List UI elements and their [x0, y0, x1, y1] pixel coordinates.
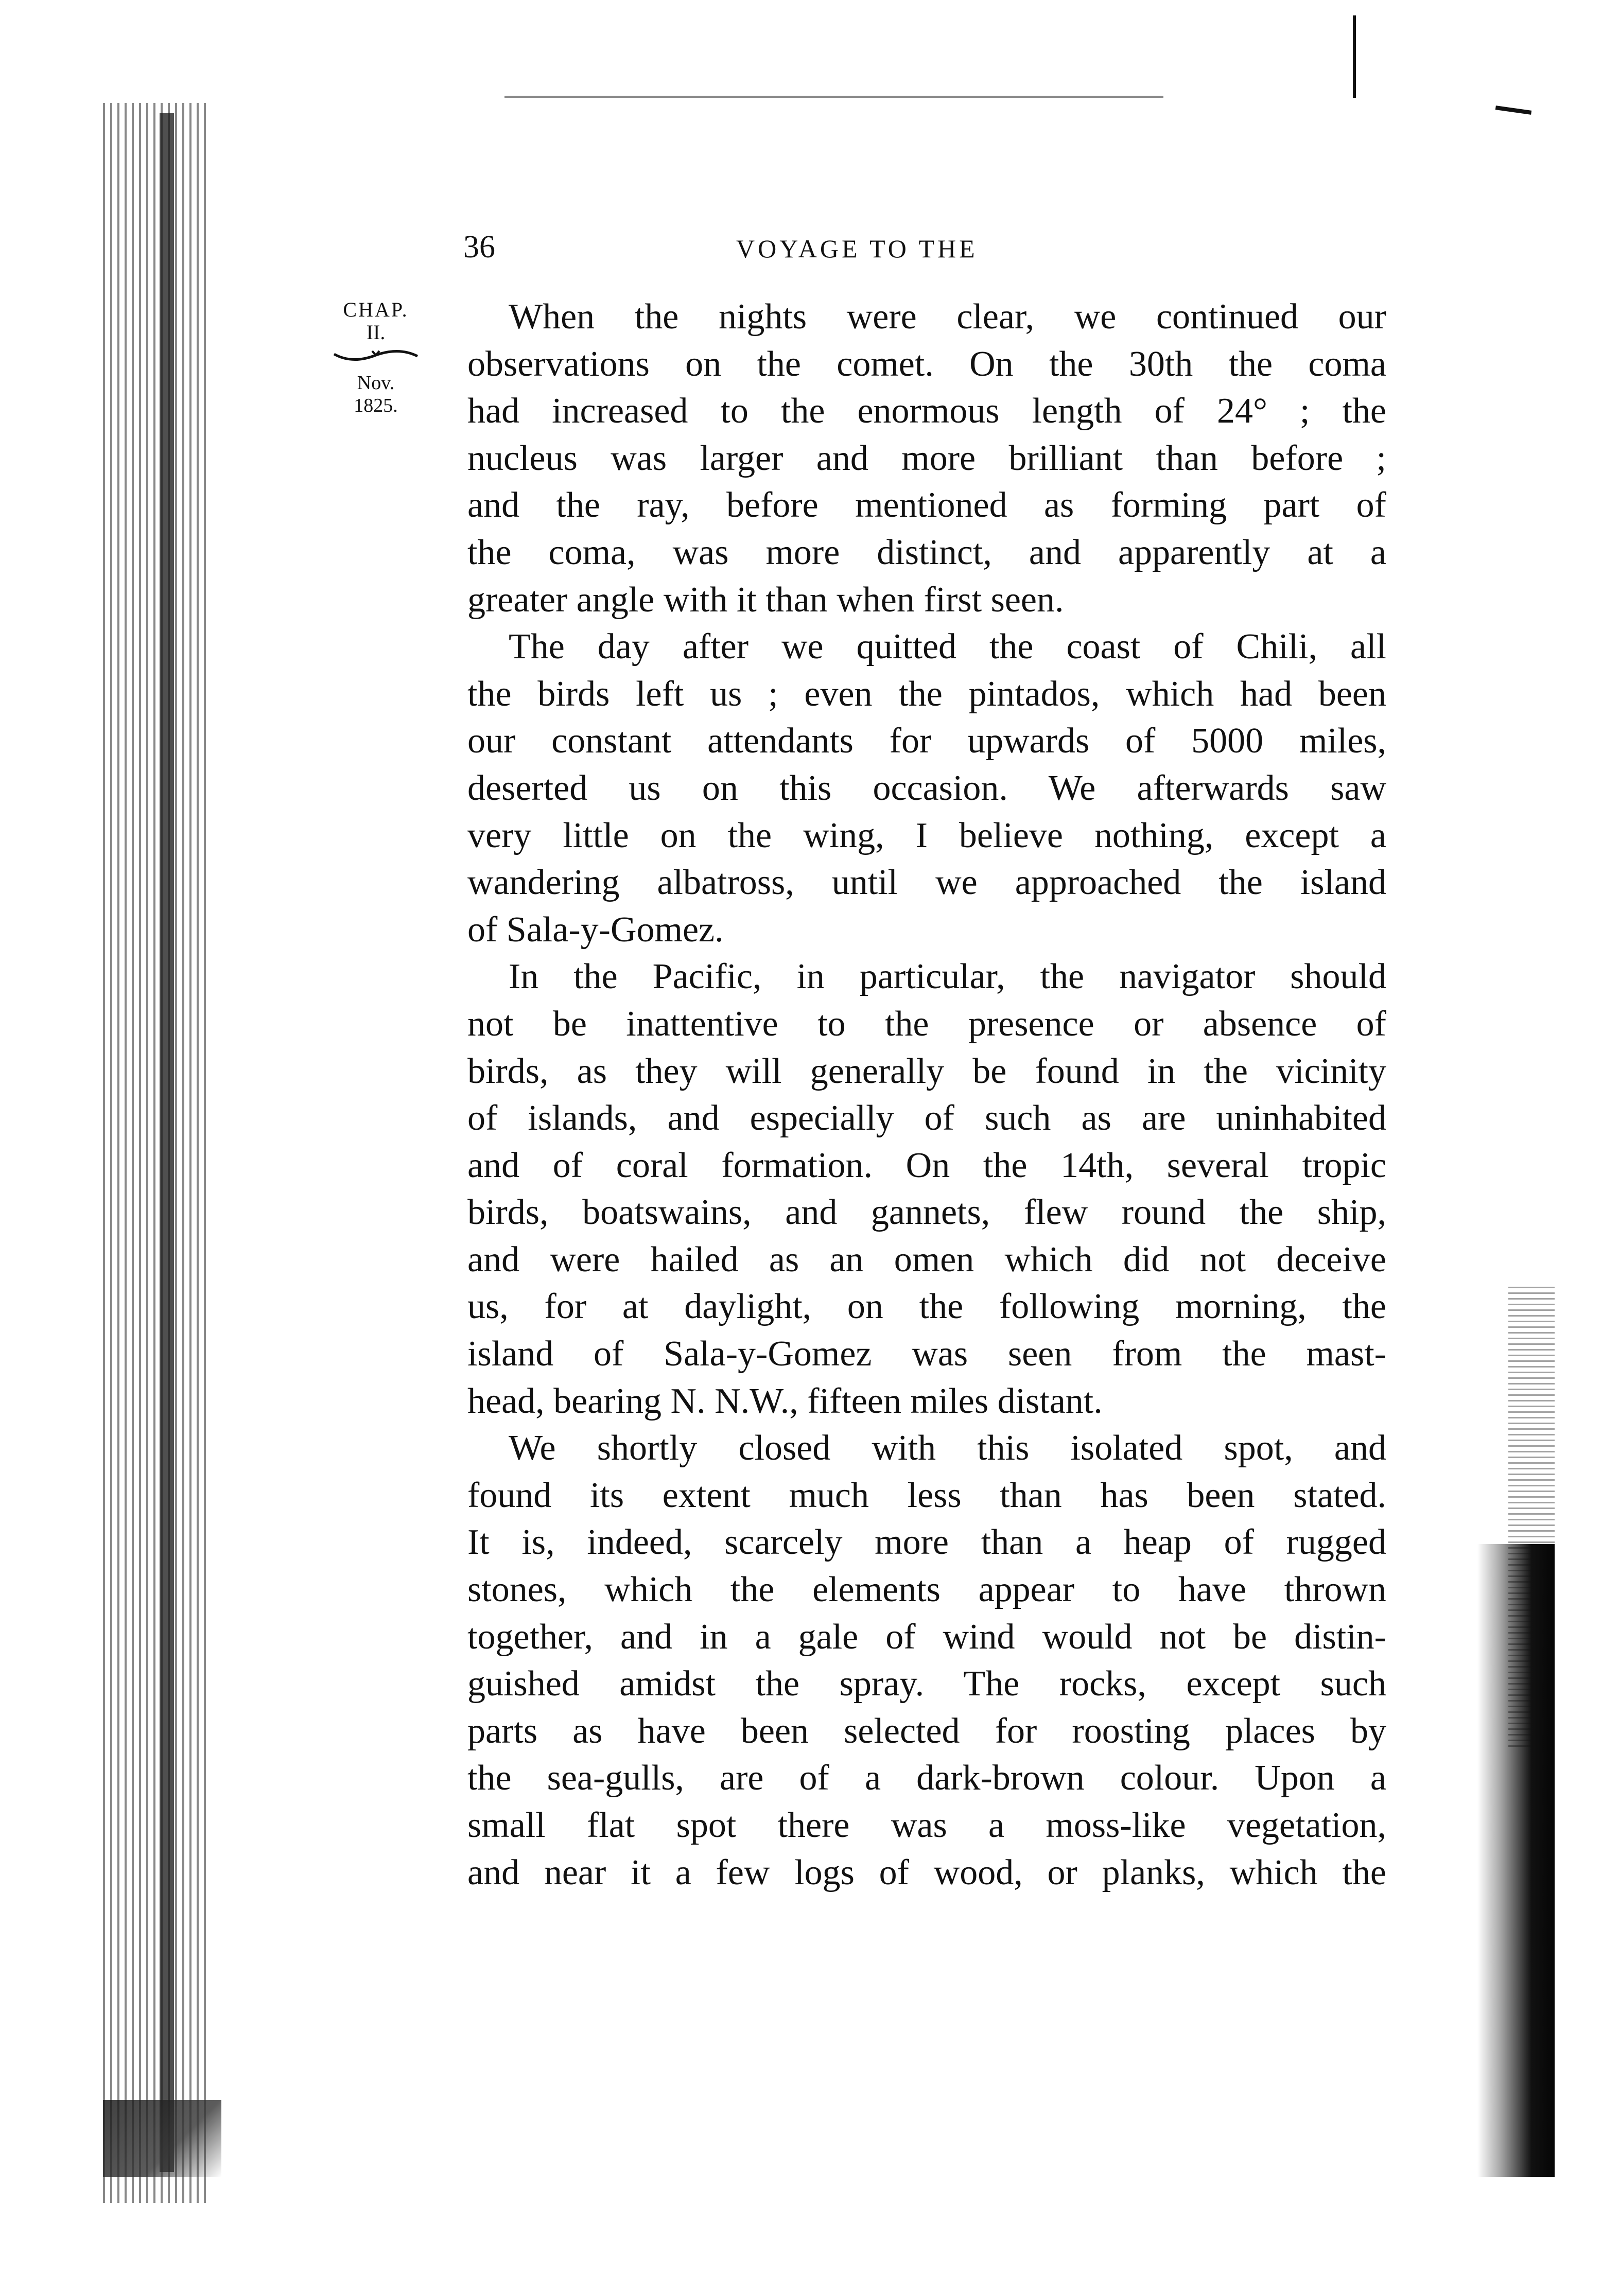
text-line: and the ray, before mentioned as forming part of — [467, 485, 1386, 525]
running-head — [463, 226, 1086, 273]
text-line: guished amidst the spray. The rocks, except such — [467, 1664, 1386, 1704]
text-line: head, bearing N. N.W., fifteen miles distant. — [467, 1381, 1103, 1421]
margin-month: Nov. — [357, 372, 395, 394]
text-line: observations on the comet. On the 30th the coma — [467, 344, 1386, 384]
text-line: of Sala-y-Gomez. — [467, 909, 724, 950]
text-line: our constant attendants for upwards of 5000 miles, — [467, 721, 1386, 761]
scan-top-mark — [1353, 15, 1356, 98]
scan-corner-tick — [1495, 106, 1531, 115]
text-line: greater angle with it than when first seen. — [467, 580, 1064, 620]
text-line: We shortly closed with this isolated spot, and — [509, 1428, 1386, 1468]
text-line: and were hailed as an omen which did not deceive — [467, 1239, 1386, 1280]
running-title: VOYAGE TO THE — [736, 234, 978, 263]
text-line: The day after we quitted the coast of Chili, all — [509, 627, 1386, 667]
text-line: When the nights were clear, we continued our — [509, 297, 1386, 337]
text-line: birds, as they will generally be found in the vicinity — [467, 1051, 1386, 1091]
scan-page-edge-shadow — [1477, 1544, 1555, 2177]
chapter-number: II. — [366, 321, 386, 344]
flourish-ornament — [332, 349, 420, 363]
text-line: had increased to the enormous length of 24° ; the — [467, 391, 1386, 431]
text-line: birds, boatswains, and gannets, flew round the ship, — [467, 1193, 1386, 1233]
margin-note — [319, 299, 432, 417]
text-line: together, and in a gale of wind would not be distin- — [467, 1617, 1386, 1657]
text-line: stones, which the elements appear to have thrown — [467, 1570, 1386, 1610]
text-line: It is, indeed, scarcely more than a heap of rugged — [467, 1522, 1386, 1563]
text-line: the coma, was more distinct, and apparently at a — [467, 532, 1386, 572]
text-line: very little on the wing, I believe nothing, except a — [467, 815, 1386, 855]
text-line: deserted us on this occasion. We afterwards saw — [467, 768, 1386, 808]
body-text — [467, 293, 1386, 1896]
scan-binding-shadow — [103, 103, 211, 2203]
text-line: and near it a few logs of wood, or planks, which the — [467, 1852, 1386, 1892]
margin-year: 1825. — [354, 395, 398, 416]
text-line: the sea-gulls, are of a dark-brown colour. Upon a — [467, 1758, 1386, 1798]
text-line: and of coral formation. On the 14th, several tropic — [467, 1145, 1386, 1185]
text-line: not be inattentive to the presence or absence of — [467, 1004, 1386, 1044]
text-line: of islands, and especially of such as are uninhabited — [467, 1098, 1386, 1138]
scan-top-rule — [504, 96, 1163, 98]
text-line: small flat spot there was a moss-like vegetation, — [467, 1806, 1386, 1845]
scan-smudge — [103, 2100, 221, 2177]
page-number: 36 — [463, 230, 495, 265]
text-line: the birds left us ; even the pintados, which had been — [467, 674, 1386, 714]
text-line: us, for at daylight, on the following morning, the — [467, 1287, 1386, 1327]
text-line: island of Sala-y-Gomez was seen from the mast- — [467, 1334, 1386, 1374]
text-line: wandering albatross, until we approached the island — [467, 863, 1386, 903]
text-line: found its extent much less than has been stated. — [467, 1475, 1386, 1515]
text-line: nucleus was larger and more brilliant than before ; — [467, 438, 1386, 478]
text-line: parts as have been selected for roosting places by — [467, 1711, 1386, 1751]
chapter-label: CHAP. — [343, 298, 409, 321]
scan-binding-edge — [160, 113, 174, 2172]
text-line: In the Pacific, in particular, the navigator should — [509, 957, 1386, 997]
